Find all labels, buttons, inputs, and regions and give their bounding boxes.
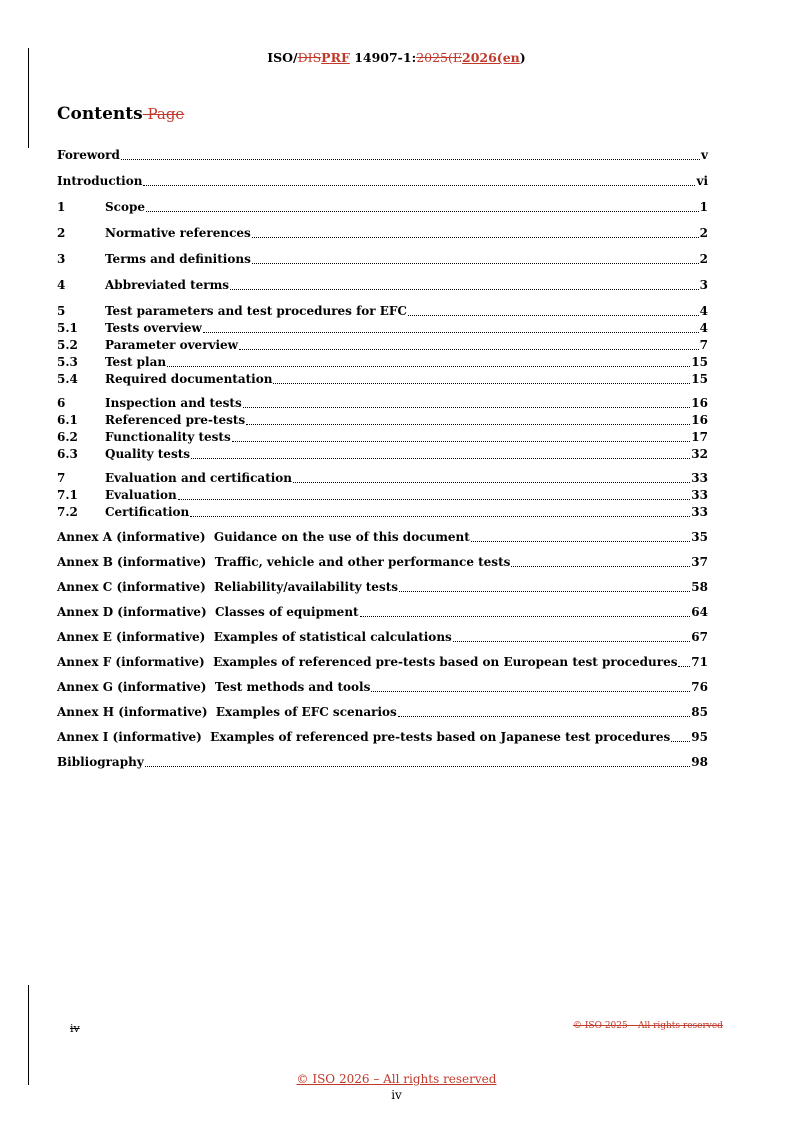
toc-entry-label[interactable]: Annex A (informative) Guidance on the use of this document	[57, 530, 470, 544]
toc-entry[interactable]	[57, 429, 708, 446]
footer-old-page-number: iv	[70, 1022, 80, 1035]
toc-entry-page[interactable]: 33	[691, 505, 708, 519]
toc-entry-page[interactable]: 95	[691, 730, 708, 744]
header-number: 14907-1:	[349, 50, 417, 65]
toc-entry-label[interactable]: Evaluation and certification	[105, 471, 293, 485]
toc-entry-label[interactable]: Annex D (informative) Classes of equipment	[57, 605, 359, 619]
header-inserted-year: 2026(en	[462, 50, 520, 65]
header-prefix: ISO/	[267, 50, 298, 65]
toc-entry-page[interactable]: 17	[691, 430, 708, 444]
toc-entry-page[interactable]: 58	[691, 580, 708, 594]
toc-entry-number: 5	[57, 304, 66, 318]
toc-entry-page[interactable]: 37	[691, 555, 708, 569]
toc-entry-page[interactable]: 76	[691, 680, 708, 694]
header-deleted-dis: DIS	[297, 50, 322, 65]
toc-entry-label[interactable]: Annex I (informative) Examples of referenced pre-tests based on Japanese test procedures	[57, 730, 671, 744]
toc-leader-dots	[239, 348, 699, 350]
toc-entry-page[interactable]: 15	[691, 355, 708, 369]
toc-leader-dots	[121, 158, 700, 160]
footer-copyright	[0, 1072, 793, 1086]
toc-entry-label[interactable]: Bibliography	[57, 755, 144, 769]
toc-leader-dots	[453, 640, 691, 642]
toc-entry[interactable]	[57, 554, 708, 571]
toc-leader-dots	[273, 382, 690, 384]
toc-entry-page[interactable]: 71	[691, 655, 708, 669]
toc-entry-label[interactable]: Annex G (informative) Test methods and tools	[57, 680, 371, 694]
toc-entry[interactable]	[57, 303, 708, 320]
toc-entry-page[interactable]: 35	[691, 530, 708, 544]
toc-entry-page[interactable]: v	[701, 148, 708, 162]
footer-old-copyright: © ISO 2025 – All rights reserved	[573, 1021, 723, 1031]
contents-title: Contents	[57, 104, 143, 124]
toc-entry[interactable]	[57, 147, 708, 164]
toc-leader-dots	[230, 288, 699, 290]
document-header	[0, 50, 793, 65]
toc-entry-number: 6.2	[57, 430, 78, 444]
toc-leader-dots	[671, 740, 690, 742]
toc-entry[interactable]	[57, 654, 708, 671]
toc-entry-number: 6.1	[57, 413, 78, 427]
change-bar-bottom	[28, 985, 29, 1085]
toc-leader-dots	[191, 457, 690, 459]
toc-entry-page[interactable]: 1	[699, 200, 708, 214]
contents-heading	[57, 104, 184, 124]
toc-entry-page[interactable]: 32	[691, 447, 708, 461]
toc-entry[interactable]	[57, 729, 708, 746]
toc-entry-label[interactable]: Annex C (informative) Reliability/availability tests	[57, 580, 398, 594]
toc-entry[interactable]	[57, 604, 708, 621]
toc-entry-page[interactable]: 15	[691, 372, 708, 386]
toc-entry-page[interactable]: 85	[691, 705, 708, 719]
toc-entry-label[interactable]: Test plan	[105, 355, 167, 369]
toc-leader-dots	[398, 715, 691, 717]
toc-entry-page[interactable]: 7	[699, 338, 708, 352]
toc-entry-label[interactable]: Annex F (informative) Examples of referenced pre-tests based on European test procedures	[57, 655, 678, 669]
toc-leader-dots	[511, 565, 690, 567]
toc-entry-label[interactable]: Required documentation	[105, 372, 273, 386]
toc-entry[interactable]	[57, 704, 708, 721]
toc-entry-number: 7.1	[57, 488, 78, 502]
toc-entry-label[interactable]: Annex B (informative) Traffic, vehicle and other performance tests	[57, 555, 511, 569]
toc-entry-number: 6	[57, 396, 66, 410]
toc-entry[interactable]	[57, 446, 708, 463]
toc-entry-page[interactable]: 2	[699, 226, 708, 240]
toc-entry-page[interactable]: 33	[691, 471, 708, 485]
toc-entry[interactable]	[57, 470, 708, 487]
toc-entry[interactable]	[57, 251, 708, 268]
toc-entry-label[interactable]: Evaluation	[105, 488, 177, 502]
toc-entry[interactable]	[57, 629, 708, 646]
toc-entry[interactable]	[57, 199, 708, 216]
toc-entry-number: 5.3	[57, 355, 78, 369]
toc-entry[interactable]	[57, 504, 708, 521]
toc-entry-label[interactable]: Annex E (informative) Examples of statistical calculations	[57, 630, 452, 644]
toc-entry-number: 7	[57, 471, 66, 485]
contents-page-label: Page	[142, 105, 185, 123]
toc-entry-page[interactable]: 3	[699, 278, 708, 292]
footer-new-copyright: © ISO 2026 – All rights reserved	[296, 1072, 497, 1086]
toc-entry-page[interactable]: 33	[691, 488, 708, 502]
toc-entry-label[interactable]: Referenced pre-tests	[105, 413, 246, 427]
toc-entry-label[interactable]: Normative references	[105, 226, 251, 240]
toc-entry[interactable]	[57, 371, 708, 388]
toc-leader-dots	[232, 440, 691, 442]
toc-leader-dots	[243, 406, 691, 408]
toc-entry-page[interactable]: 67	[691, 630, 708, 644]
toc-leader-dots	[360, 615, 691, 617]
toc-leader-dots	[178, 498, 691, 500]
toc-entry-label[interactable]: Introduction	[57, 174, 143, 188]
toc-entry-page[interactable]: 2	[699, 252, 708, 266]
toc-entry-number: 3	[57, 252, 66, 266]
toc-entry-number: 5.4	[57, 372, 78, 386]
toc-leader-dots	[408, 314, 699, 316]
toc-entry[interactable]	[57, 225, 708, 242]
toc-leader-dots	[471, 540, 690, 542]
toc-entry-number: 5.2	[57, 338, 78, 352]
toc-leader-dots	[246, 423, 690, 425]
toc-entry-page[interactable]: vi	[696, 174, 708, 188]
toc-leader-dots	[371, 690, 690, 692]
toc-entry-page[interactable]: 98	[691, 755, 708, 769]
toc-leader-dots	[143, 184, 695, 186]
toc-leader-dots	[167, 365, 690, 367]
toc-entry-label[interactable]: Test parameters and test procedures for EFC	[105, 304, 407, 318]
toc-leader-dots	[146, 210, 699, 212]
toc-entry[interactable]	[57, 320, 708, 337]
toc-entry-label[interactable]: Parameter overview	[105, 338, 239, 352]
header-deleted-year: 2025(E	[416, 50, 463, 65]
toc-entry-label[interactable]: Functionality tests	[105, 430, 231, 444]
toc-entry[interactable]	[57, 754, 708, 771]
toc-entry-number: 4	[57, 278, 66, 292]
toc-entry[interactable]	[57, 487, 708, 504]
toc-entry-label[interactable]: Inspection and tests	[105, 396, 242, 410]
toc-entry[interactable]	[57, 395, 708, 412]
toc-entry-page[interactable]: 64	[691, 605, 708, 619]
toc-entry-label[interactable]: Annex H (informative) Examples of EFC scenarios	[57, 705, 397, 719]
toc-entry[interactable]	[57, 679, 708, 696]
toc-entry-page[interactable]: 16	[691, 396, 708, 410]
toc-entry-label[interactable]: Scope	[105, 200, 146, 214]
toc-leader-dots	[252, 236, 699, 238]
toc-entry-number: 2	[57, 226, 66, 240]
header-suffix: )	[519, 50, 526, 65]
toc-entry-label[interactable]: Terms and definitions	[105, 252, 251, 266]
toc-entry[interactable]	[57, 412, 708, 429]
toc-entry-number: 5.1	[57, 321, 78, 335]
toc-entry-number: 6.3	[57, 447, 78, 461]
toc-entry-label[interactable]: Certification	[105, 505, 190, 519]
toc-leader-dots	[203, 331, 699, 333]
toc-entry-label[interactable]: Abbreviated terms	[105, 278, 230, 292]
toc-entry-page[interactable]: 4	[699, 304, 708, 318]
toc-entry[interactable]	[57, 579, 708, 596]
toc-leader-dots	[678, 665, 690, 667]
toc-leader-dots	[252, 262, 699, 264]
toc-leader-dots	[190, 515, 690, 517]
toc-leader-dots	[399, 590, 690, 592]
toc-entry[interactable]	[57, 529, 708, 546]
toc-entry-label[interactable]: Foreword	[57, 148, 120, 162]
toc-leader-dots	[293, 481, 690, 483]
toc-entry-page[interactable]: 16	[691, 413, 708, 427]
toc-entry[interactable]	[57, 173, 708, 190]
toc-entry[interactable]	[57, 337, 708, 354]
toc-entry-label[interactable]: Tests overview	[105, 321, 202, 335]
toc-entry[interactable]	[57, 354, 708, 371]
toc-leader-dots	[145, 765, 691, 767]
table-of-contents	[57, 147, 708, 771]
toc-entry[interactable]	[57, 277, 708, 294]
toc-entry-number: 1	[57, 200, 66, 214]
toc-entry-page[interactable]: 4	[699, 321, 708, 335]
footer-page-number: iv	[391, 1088, 402, 1102]
header-inserted-prf: PRF	[321, 50, 350, 65]
toc-entry-label[interactable]: Quality tests	[105, 447, 190, 461]
toc-entry-number: 7.2	[57, 505, 78, 519]
